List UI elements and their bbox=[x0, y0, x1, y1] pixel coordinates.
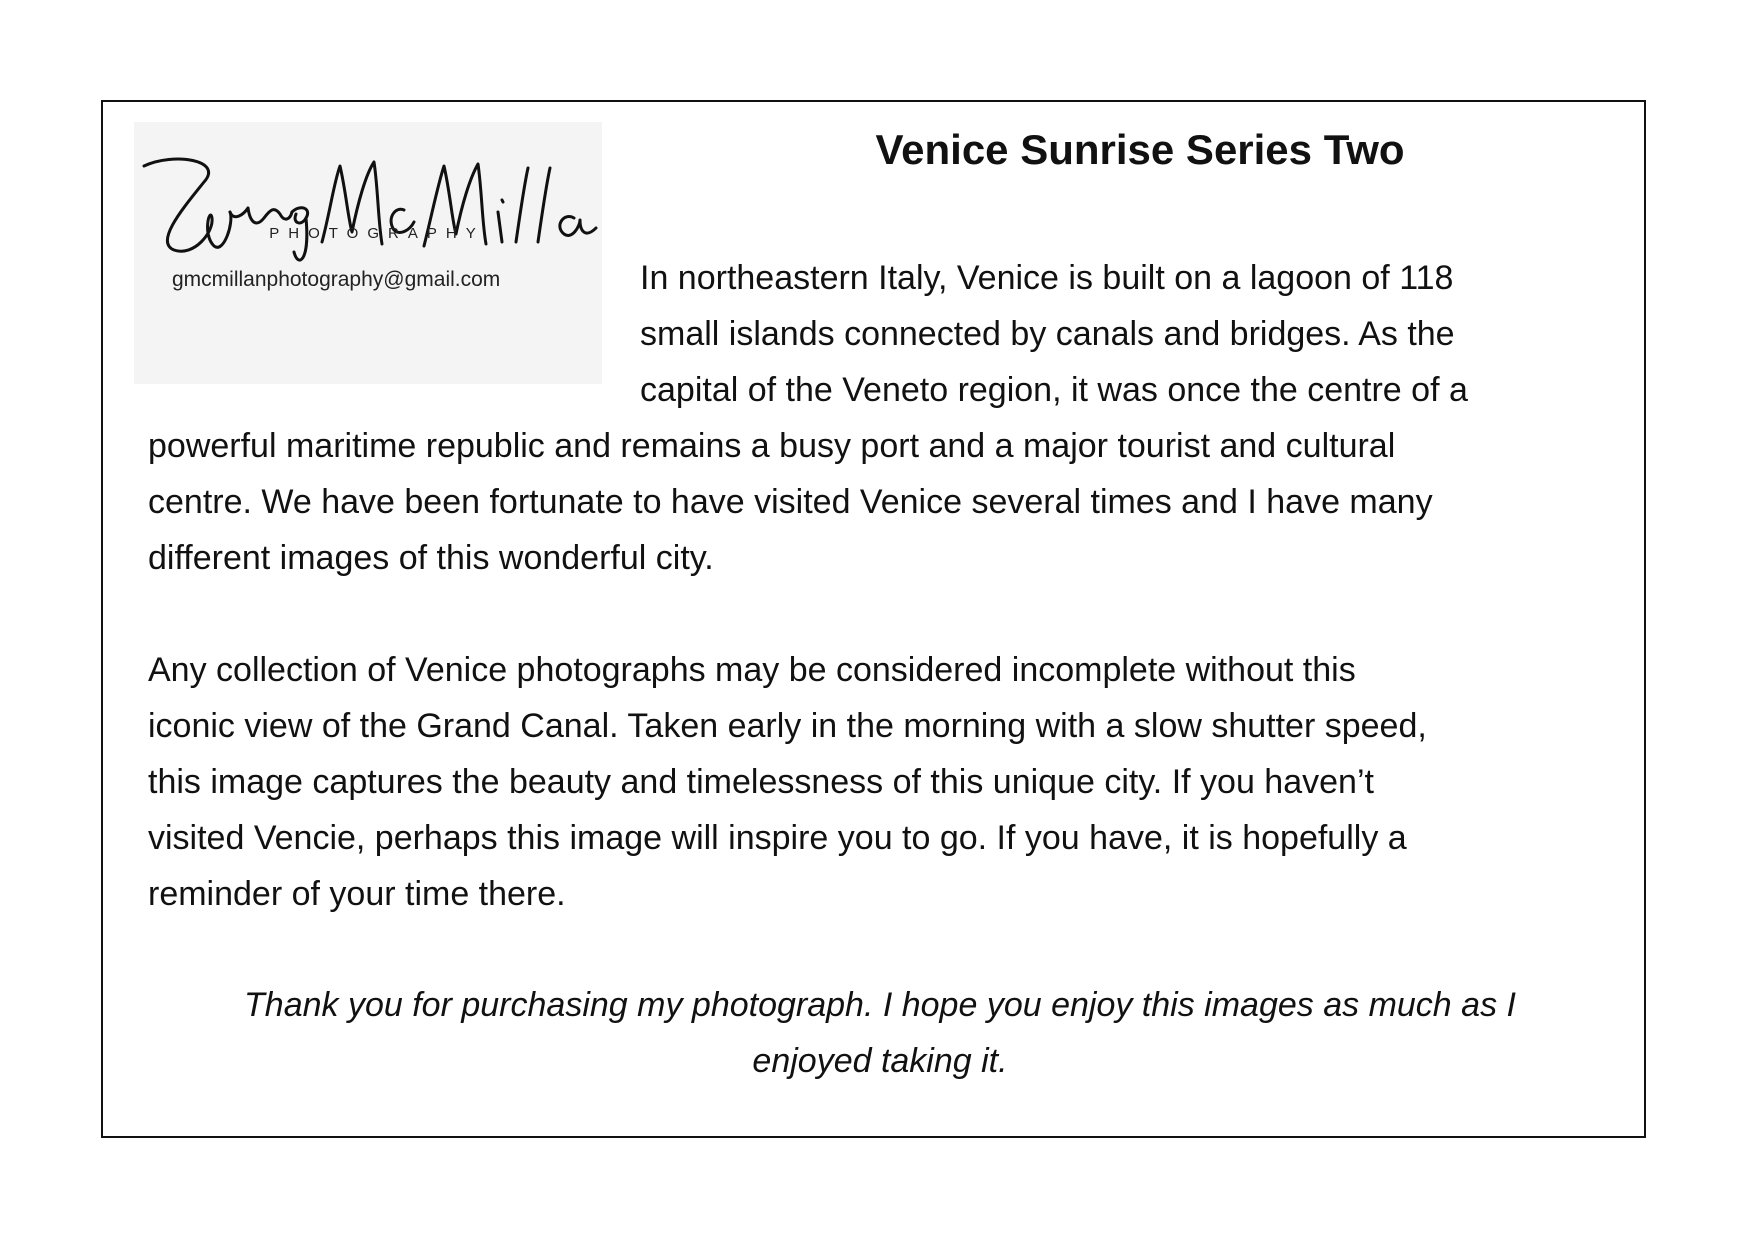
paragraph-line: iconic view of the Grand Canal. Taken early in the morning with a slow shutter speed, bbox=[148, 707, 1427, 745]
page-title: Venice Sunrise Series Two bbox=[875, 126, 1405, 173]
paragraph-line: In northeastern Italy, Venice is built on a lagoon of 118 bbox=[640, 259, 1454, 297]
logo-email: gmcmillanphotography@gmail.com bbox=[172, 268, 501, 291]
paragraph-line: powerful maritime republic and remains a busy port and a major tourist and cultural bbox=[148, 427, 1396, 465]
paragraph-line: visited Vencie, perhaps this image will inspire you to go. If you have, it is hopefully a bbox=[148, 819, 1407, 857]
thank-you-note bbox=[140, 977, 1620, 1089]
paragraph-description bbox=[148, 642, 1427, 922]
paragraph-line: Any collection of Venice photographs may be considered incomplete without this bbox=[148, 651, 1356, 689]
paragraph-line: reminder of your time there. bbox=[148, 875, 566, 913]
logo-subtitle: PHOTOGRAPHY bbox=[269, 225, 485, 242]
thank-you-line: enjoyed taking it. bbox=[752, 1042, 1008, 1080]
paragraph-intro bbox=[148, 250, 1468, 586]
paragraph-line: small islands connected by canals and bridges. As the bbox=[640, 315, 1455, 353]
paragraph-line: different images of this wonderful city. bbox=[148, 539, 714, 577]
paragraph-line: centre. We have been fortunate to have visited Venice several times and I have many bbox=[148, 483, 1433, 521]
thank-you-line: Thank you for purchasing my photograph. I hope you enjoy this images as much as I bbox=[244, 986, 1516, 1024]
paragraph-line: this image captures the beauty and timelessness of this unique city. If you haven’t bbox=[148, 763, 1374, 801]
paragraph-line: capital of the Veneto region, it was once the centre of a bbox=[640, 371, 1468, 409]
